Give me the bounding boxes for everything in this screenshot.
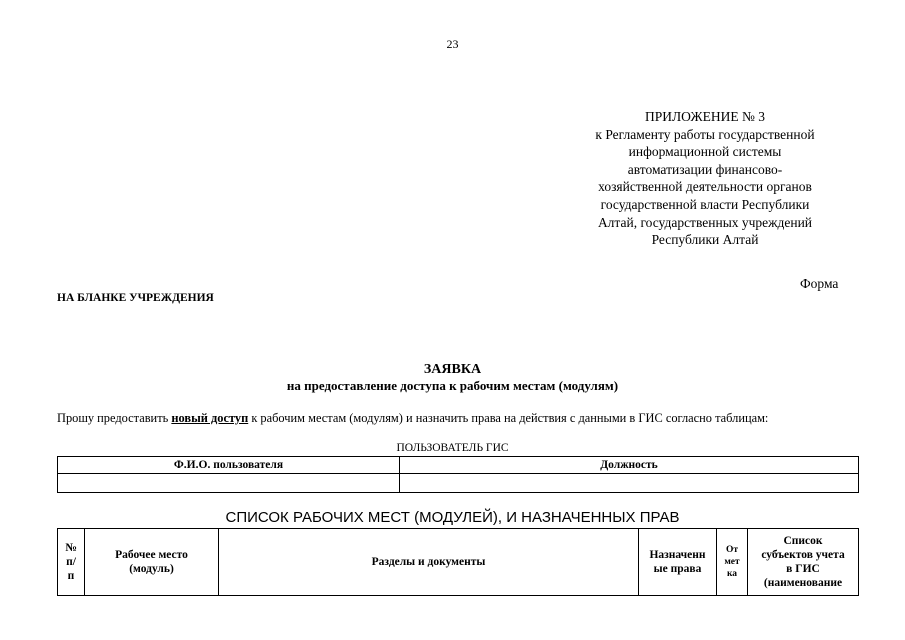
appendix-line: информационной системы [628, 144, 782, 160]
header-mark: От мет ка [717, 529, 748, 596]
header-assigned-rights: Назначенн ые права [639, 529, 717, 596]
user-table [57, 456, 859, 493]
appendix-line: к Регламенту работы государственной [595, 126, 815, 142]
request-prefix: Прошу предоставить [57, 411, 172, 425]
appendix-line: ПРИЛОЖЕНИЕ № 3 [644, 109, 766, 124]
page-number: 23 [446, 37, 459, 51]
form-label: Форма [800, 276, 839, 291]
request-suffix: к рабочим местам (модулям) и назначить права на действия с данными в ГИС согласно таблицам: [248, 411, 769, 425]
document-subtitle: на предоставление доступа к рабочим местам (модулям) [286, 378, 619, 393]
workstations-table [57, 528, 859, 596]
appendix-line: государственной власти Республики [600, 196, 810, 212]
header-full-name: Ф.И.О. пользователя [58, 457, 400, 474]
workstations-table-caption: СПИСОК РАБОЧИХ МЕСТ (МОДУЛЕЙ), И НАЗНАЧЕННЫХ ПРАВ [225, 509, 680, 526]
appendix-line: автоматизации финансово- [627, 161, 783, 177]
user-table-caption: ПОЛЬЗОВАТЕЛЬ ГИС [396, 442, 509, 454]
request-text [57, 411, 768, 426]
header-workstation: Рабочее место (модуль) [85, 529, 219, 596]
appendix-line: хозяйственной деятельности органов [598, 179, 812, 195]
position-cell[interactable] [400, 474, 859, 493]
header-position: Должность [400, 457, 859, 474]
header-subjects-list: Список субъектов учета в ГИС (наименование [748, 529, 859, 596]
appendix-line: Республики Алтай [651, 232, 759, 248]
header-number: № п/ п [58, 529, 85, 596]
appendix-heading [560, 108, 850, 249]
request-underlined: новый доступ [171, 411, 249, 425]
header-sections-documents: Разделы и документы [219, 529, 639, 596]
letterhead-note: НА БЛАНКЕ УЧРЕЖДЕНИЯ [57, 292, 214, 304]
document-title: ЗАЯВКА [423, 362, 482, 377]
appendix-line: Алтай, государственных учреждений [597, 214, 813, 230]
full-name-cell[interactable] [58, 474, 400, 493]
